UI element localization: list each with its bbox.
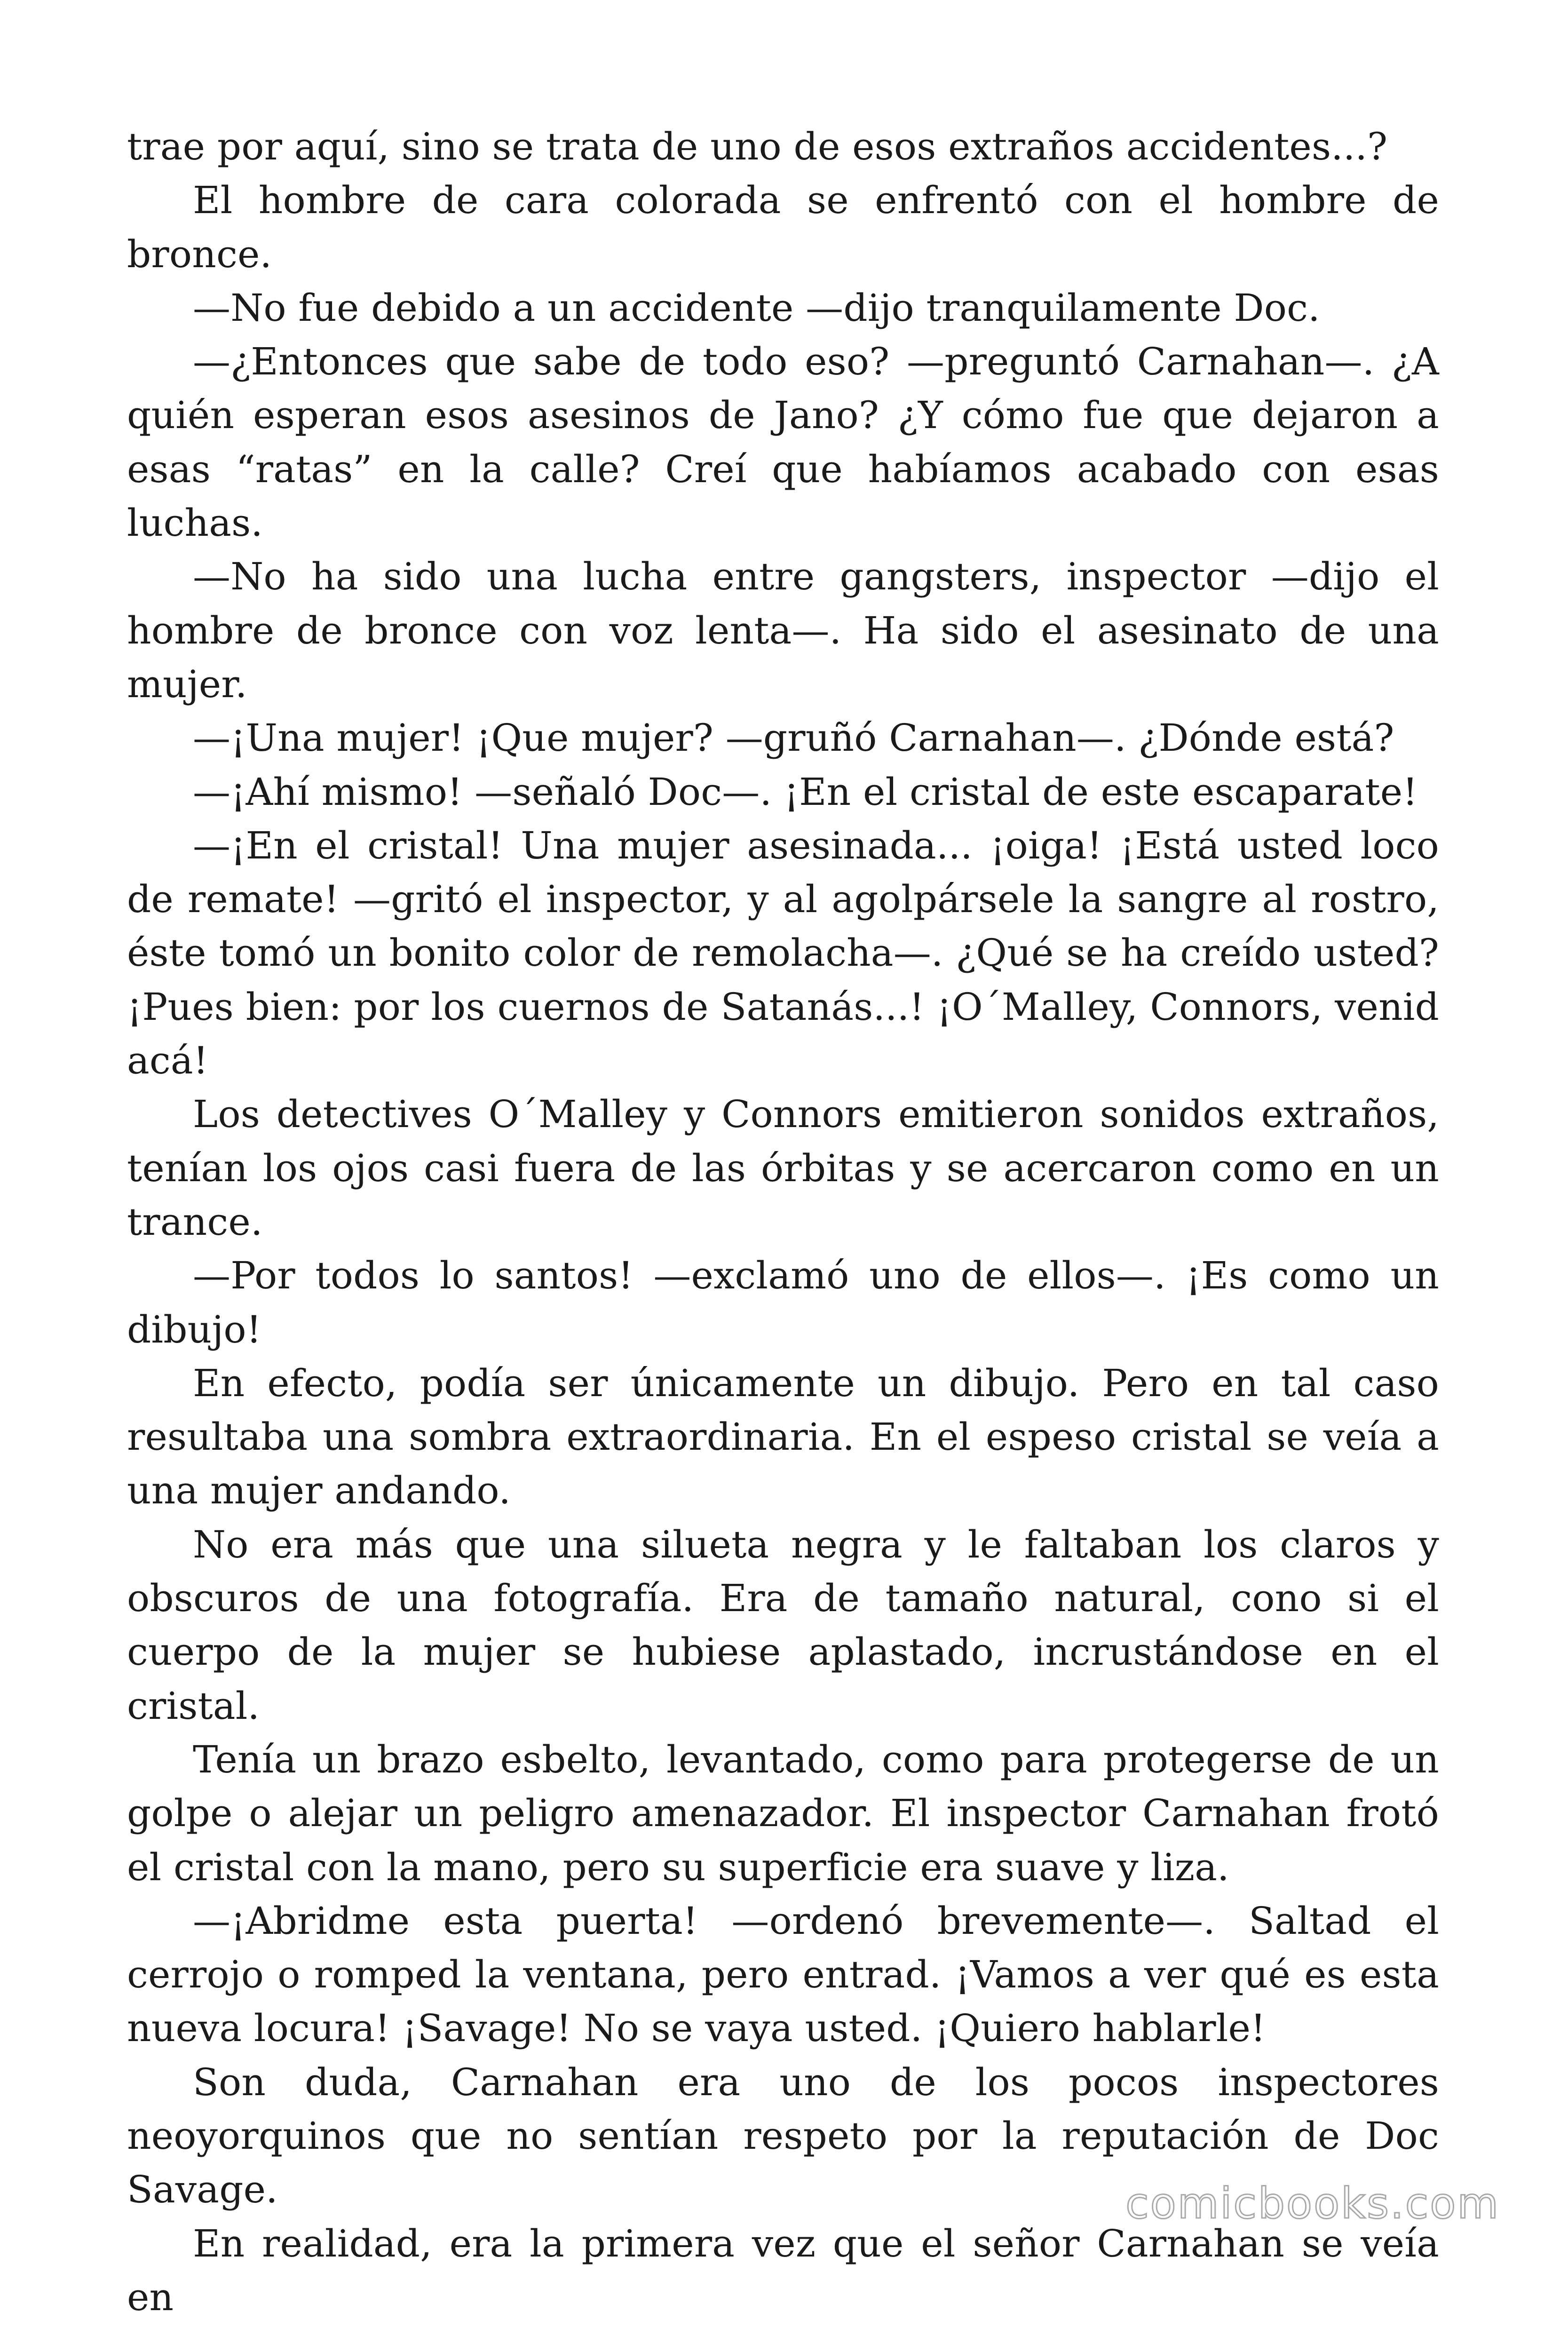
paragraph: —¡Ahí mismo! —señaló Doc—. ¡En el cristal de este escaparate! (193, 770, 1418, 814)
paragraph-last-line: En realidad, era la primera vez que el señor Carnahan se veía en (127, 2221, 1439, 2319)
paragraph-continuation: trae por aquí, sino se trata de uno de esos extraños accidentes...? (127, 125, 1388, 168)
paragraph: —¡En el cristal! Una mujer asesinada... ¡oiga! ¡Está usted loco de remate! —gritó el inspector, y al agolpársele la sangre al rostro, éste tomó un bonito color de remolacha—. ¿Qué se ha creído usted? ¡Pues bien: por los cuernos de Satanás...! ¡O´Malley, Connors, venid acá! (127, 823, 1439, 1083)
watermark: comicbooks.com (1125, 2179, 1500, 2228)
body-text (127, 120, 1439, 2324)
paragraph: Tenía un brazo esbelto, levantado, como para protegerse de un golpe o alejar un peligro amenazador. El inspector Carnahan frotó el cristal con la mano, pero su superficie era suave y liza. (127, 1737, 1439, 1889)
paragraph: —No ha sido una lucha entre gangsters, inspector —dijo el hombre de bronce con voz lenta—. Ha sido el asesinato de una mujer. (127, 555, 1439, 706)
paragraph: —¿Entonces que sabe de todo eso? —preguntó Carnahan—. ¿A quién esperan esos asesinos de Jano? ¿Y cómo fue que dejaron a esas “ratas” en la calle? Creí que habíamos acabado con esas luchas. (127, 340, 1439, 545)
paragraph: —No fue debido a un accidente —dijo tranquilamente Doc. (193, 286, 1320, 330)
paragraph: En efecto, podía ser únicamente un dibujo. Pero en tal caso resultaba una sombra extraordinaria. En el espeso cristal se veía a una mujer andando. (127, 1361, 1439, 1513)
paragraph: —Por todos lo santos! —exclamó uno de ellos—. ¡Es como un dibujo! (127, 1254, 1439, 1351)
paragraph: No era más que una silueta negra y le faltaban los claros y obscuros de una fotografía. Era de tamaño natural, cono si el cuerpo de la mujer se hubiese aplastado, incrustándose en el cristal. (127, 1522, 1439, 1728)
paragraph: Son duda, Carnahan era uno de los pocos inspectores neoyorquinos que no sentían respeto por la reputación de Doc Savage. (127, 2060, 1439, 2212)
paragraph: Los detectives O´Malley y Connors emitieron sonidos extraños, tenían los ojos casi fuera de las órbitas y se acercaron como en un trance. (127, 1092, 1439, 1244)
paragraph: —¡Una mujer! ¡Que mujer? —gruñó Carnahan—. ¿Dónde está? (193, 716, 1394, 760)
paragraph: El hombre de cara colorada se enfrentó con el hombre de bronce. (127, 178, 1439, 276)
paragraph: —¡Abridme esta puerta! —ordenó brevemente—. Saltad el cerrojo o romped la ventana, pero entrad. ¡Vamos a ver qué es esta nueva locura! ¡Savage! No se vaya usted. ¡Quiero hablarle! (127, 1899, 1439, 2050)
